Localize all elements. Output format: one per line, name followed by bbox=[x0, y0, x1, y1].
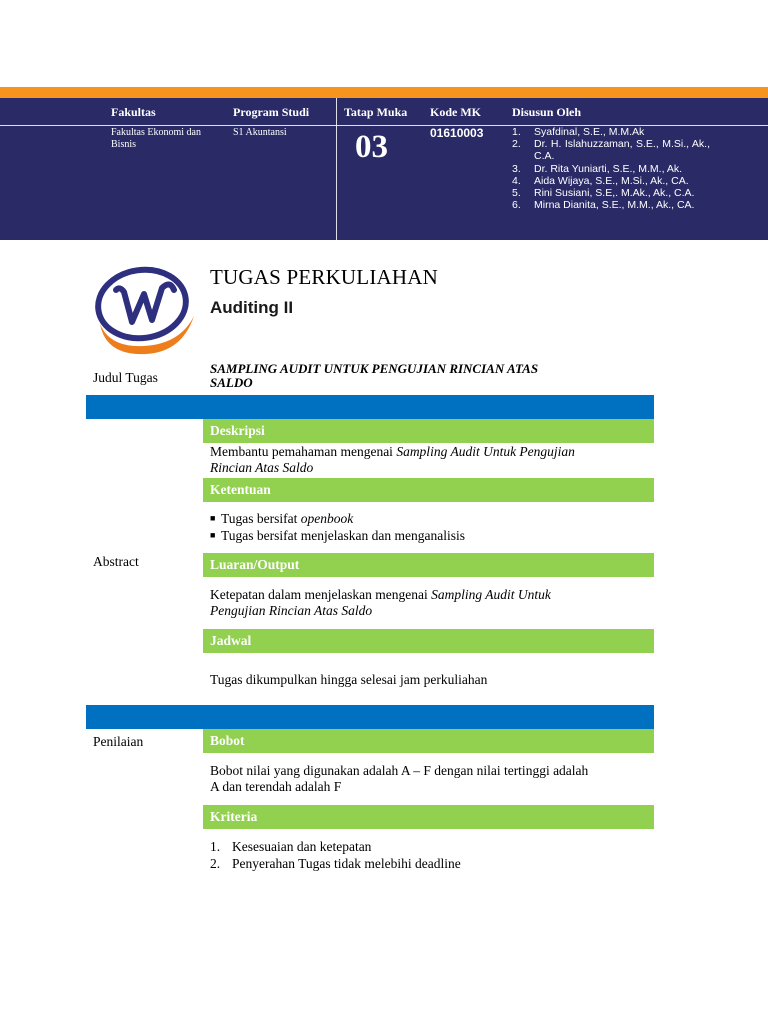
jadwal-text: Tugas dikumpulkan hingga selesai jam perkuliahan bbox=[210, 672, 488, 687]
author-item: 2. Dr. H. Islahuzzaman, S.E., M.Si., Ak., C.A. bbox=[512, 138, 710, 163]
university-logo-icon bbox=[90, 264, 198, 360]
header-label-program-studi: Program Studi bbox=[233, 105, 310, 119]
judul-tugas-label: Judul Tugas bbox=[93, 370, 158, 385]
jadwal-heading: Jadwal bbox=[203, 629, 654, 653]
header-label-fakultas: Fakultas bbox=[111, 105, 156, 119]
authors-list bbox=[512, 126, 710, 211]
deskripsi-text: Membantu pemahaman mengenai Sampling Audit Untuk Pengujian Rincian Atas Saldo bbox=[210, 444, 575, 475]
list-item: ■ Tugas bersifat menjelaskan dan menganalisis bbox=[210, 528, 465, 543]
luaran-text: Ketepatan dalam menjelaskan mengenai Sampling Audit Untuk Pengujian Rincian Atas Saldo bbox=[210, 587, 551, 618]
ketentuan-heading: Ketentuan bbox=[203, 478, 654, 502]
ketentuan-list bbox=[210, 510, 465, 544]
list-item: 1. Kesesuaian dan ketepatan bbox=[210, 839, 372, 854]
course-name: Auditing II bbox=[210, 298, 294, 317]
abstract-section-band bbox=[86, 395, 654, 419]
penilaian-label: Penilaian bbox=[93, 734, 144, 749]
abstract-label: Abstract bbox=[93, 554, 139, 569]
deskripsi-heading: Deskripsi bbox=[203, 419, 654, 443]
bobot-text-line2: A dan terendah adalah F bbox=[210, 779, 342, 794]
fakultas-value-line1: Fakultas Ekonomi dan bbox=[111, 127, 201, 138]
author-item: 6. Mirna Dianita, S.E., M.M., Ak., CA. bbox=[512, 199, 695, 212]
kriteria-heading: Kriteria bbox=[203, 805, 654, 829]
penilaian-section-band bbox=[86, 705, 654, 729]
luaran-heading: Luaran/Output bbox=[203, 553, 654, 577]
header-label-disusun-oleh: Disusun Oleh bbox=[512, 105, 582, 119]
header-column-divider bbox=[336, 98, 337, 240]
author-item: 3. Dr. Rita Yuniarti, S.E., M.M., Ak. bbox=[512, 162, 683, 175]
bobot-text-line1: Bobot nilai yang digunakan adalah A – F dengan nilai tertinggi adalah bbox=[210, 763, 589, 778]
kode-mk-value: 01610003 bbox=[430, 126, 484, 140]
fakultas-value-line2: Bisnis bbox=[111, 139, 137, 150]
program-studi-value: S1 Akuntansi bbox=[233, 127, 287, 138]
course-info-header bbox=[0, 98, 768, 240]
author-item: 5. Rini Susiani, S.E,. M.Ak., Ak., C.A. bbox=[512, 187, 695, 200]
list-item: ■ Tugas bersifat openbook bbox=[210, 511, 354, 526]
bobot-text bbox=[210, 763, 650, 795]
bobot-heading: Bobot bbox=[203, 729, 654, 753]
author-item: 1. Syafdinal, S.E., M.M.Ak bbox=[512, 126, 645, 138]
kriteria-list bbox=[210, 838, 461, 872]
list-item: 2. Penyerahan Tugas tidak melebihi deadline bbox=[210, 856, 461, 871]
header-label-kode-mk: Kode MK bbox=[430, 105, 481, 119]
judul-value-line2: SALDO bbox=[210, 375, 253, 390]
tatap-muka-number: 03 bbox=[355, 129, 388, 165]
judul-tugas-value bbox=[210, 362, 630, 390]
page-title: TUGAS PERKULIAHAN bbox=[210, 265, 438, 289]
header-label-tatap-muka: Tatap Muka bbox=[344, 105, 408, 119]
header-accent-bar bbox=[0, 87, 768, 98]
fakultas-value bbox=[111, 127, 201, 151]
author-item: 4. Aida Wijaya, S.E., M.Si., Ak., CA. bbox=[512, 174, 689, 187]
judul-value-line1: SAMPLING AUDIT UNTUK PENGUJIAN RINCIAN ATAS bbox=[210, 361, 539, 376]
